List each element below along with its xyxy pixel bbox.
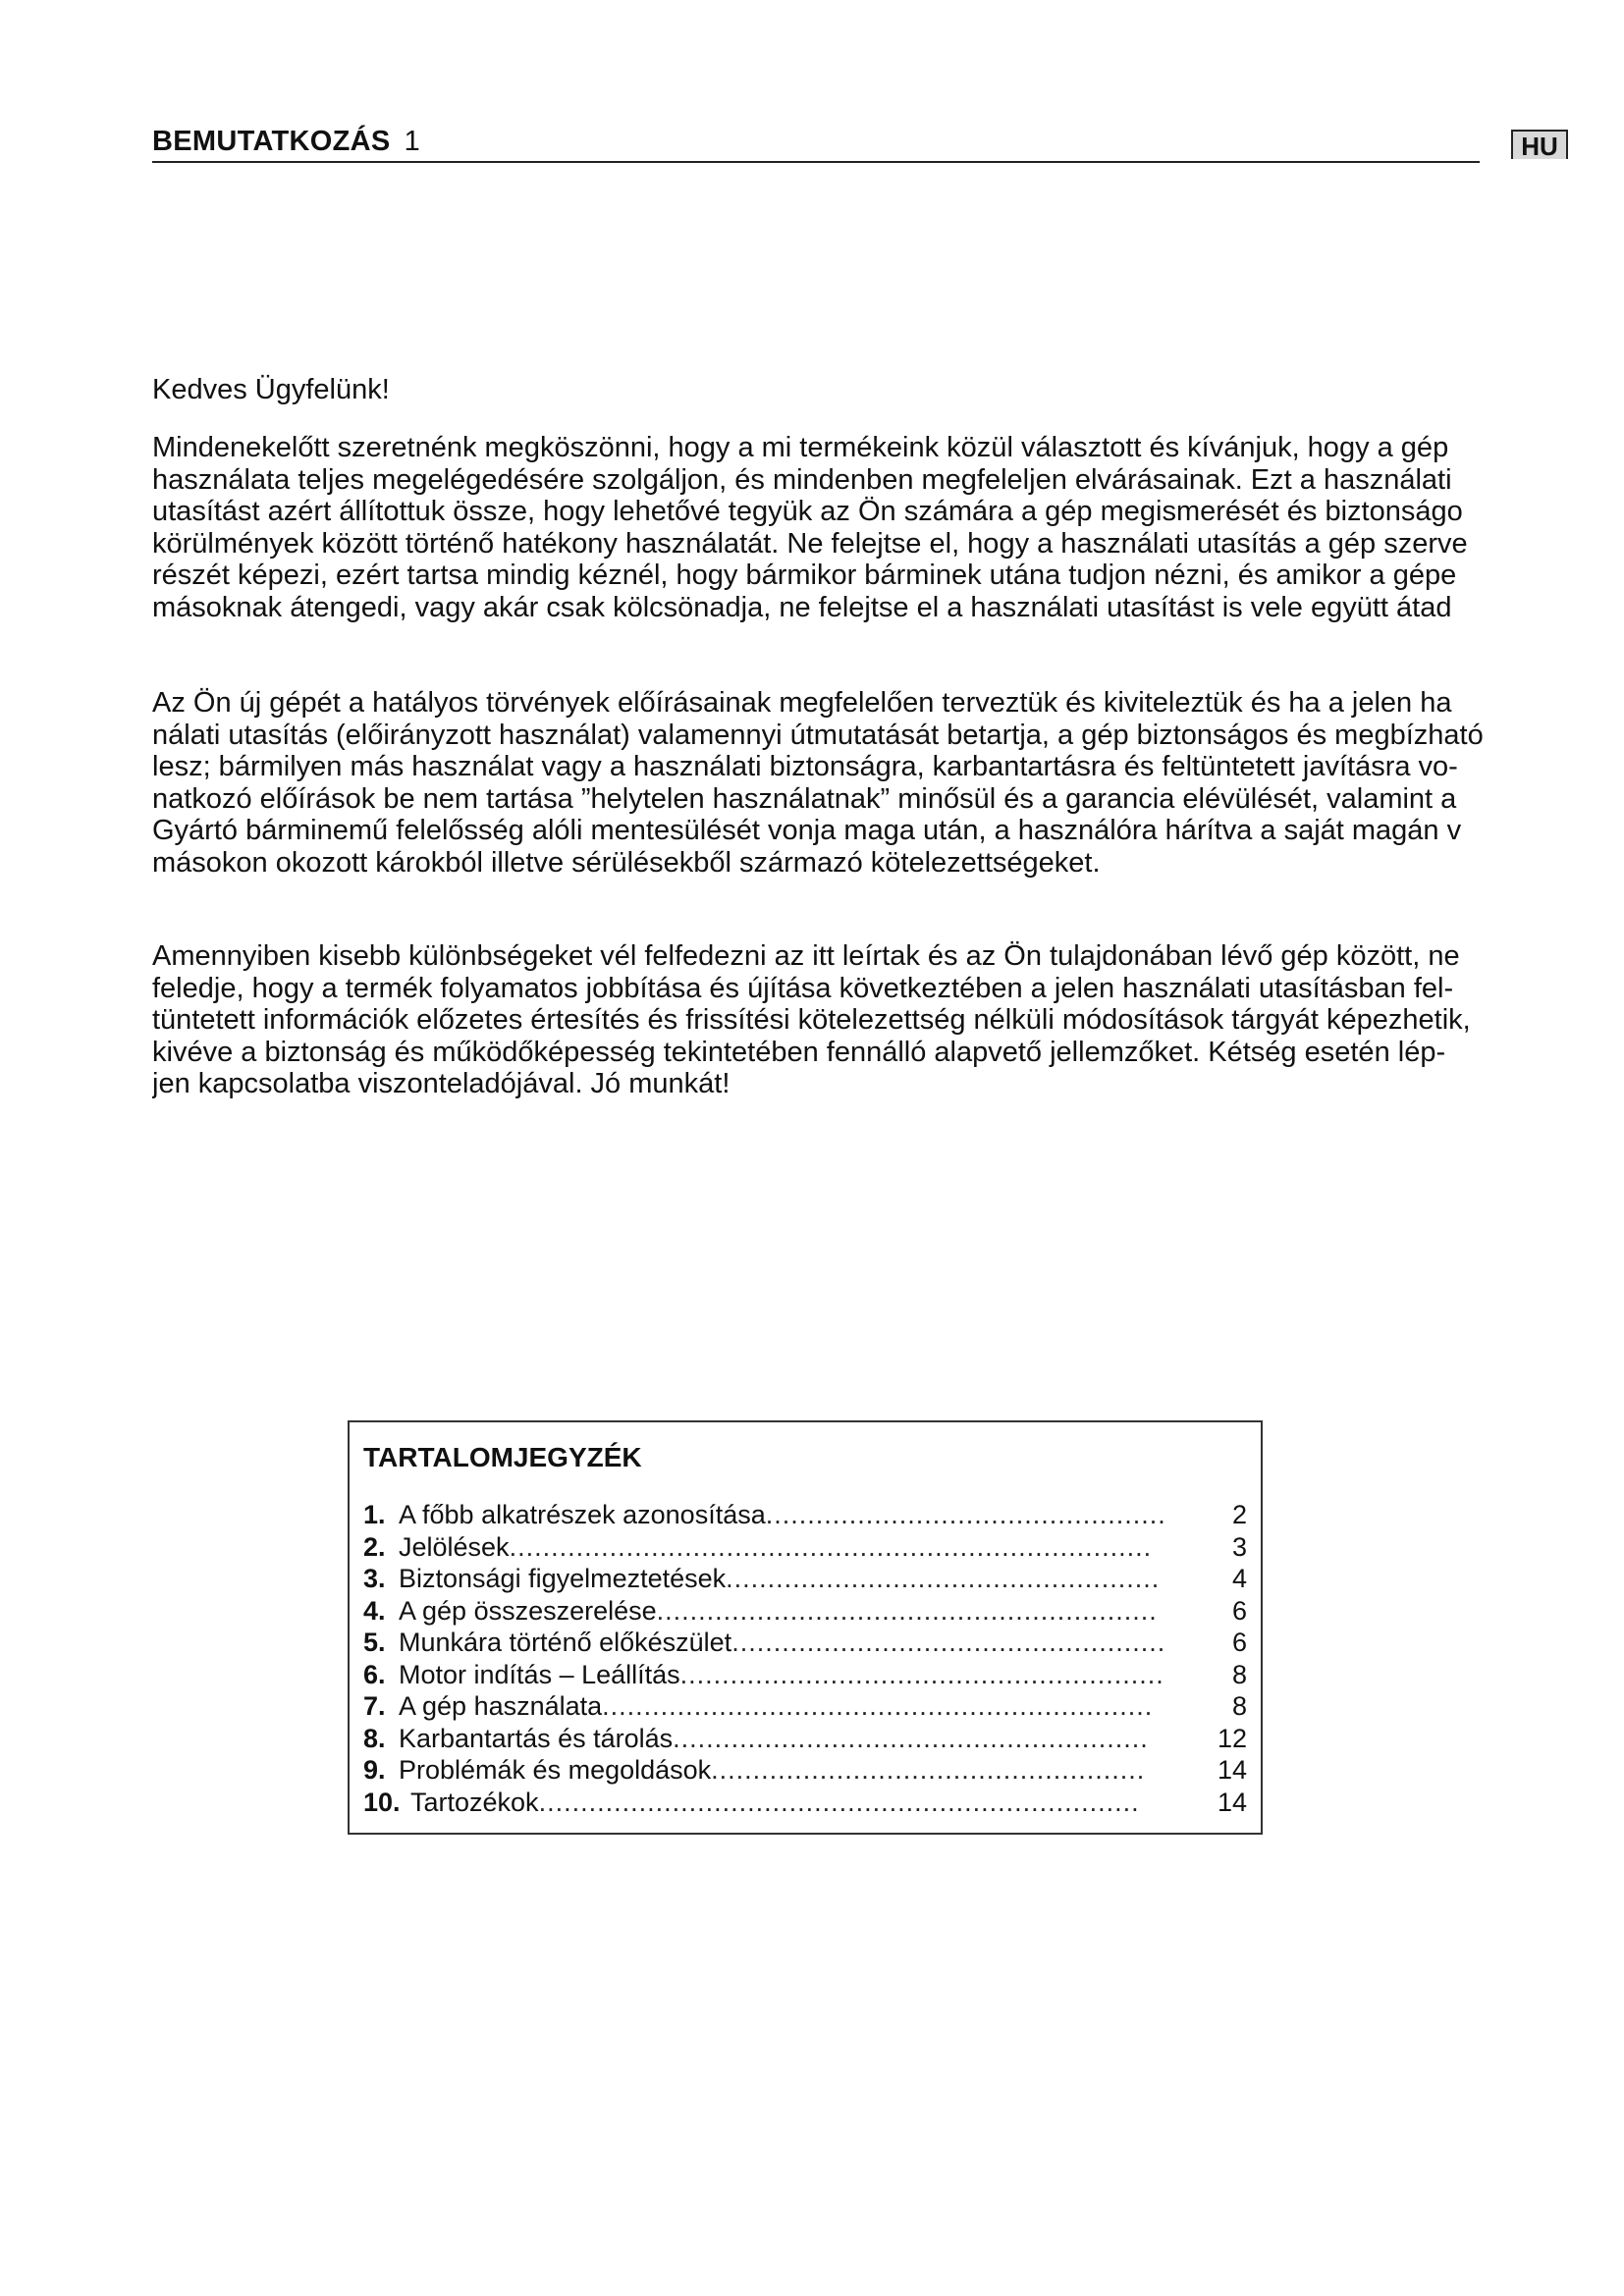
text-line: másoknak átengedi, vagy akár csak kölcsönadja, ne felejtse el a használati utasítást is vele együtt átad [152, 591, 1452, 623]
toc-item-page: 14 [1217, 1755, 1247, 1785]
toc-item-label: Problémák és megoldások [399, 1755, 712, 1785]
section-title-text: BEMUTATKOZÁS [152, 126, 391, 157]
text-line: másokon okozott károkból illetve sérülésekből származó kötelezettségeket. [152, 846, 1101, 879]
text-line: Az Ön új gépét a hatályos törvények előírásainak megfelelően terveztük és kiviteleztük és ha a jelen ha [152, 687, 1452, 719]
toc-item-label: Karbantartás és tárolás [399, 1723, 674, 1753]
toc-item-number: 2. [363, 1531, 386, 1562]
toc-item-page: 2 [1231, 1500, 1247, 1529]
toc-item[interactable] [363, 1531, 1247, 1564]
toc-leader-dots: .......................................................... [679, 1659, 1164, 1689]
toc-item[interactable] [363, 1754, 1247, 1787]
intro-paragraph-1 [152, 432, 1586, 623]
toc-item-number: 6. [363, 1659, 386, 1689]
greeting: Kedves Ügyfelünk! [152, 374, 390, 405]
toc-item-page: 6 [1231, 1628, 1247, 1657]
toc-item-number: 9. [363, 1755, 386, 1785]
toc-item-page: 14 [1217, 1787, 1247, 1817]
text-line: Mindenekelőtt szeretnénk megköszönni, hogy a mi termékeink közül választott és kívánjuk, hogy a gép [152, 432, 1449, 463]
toc-item[interactable] [363, 1627, 1247, 1659]
language-badge: HU [1511, 130, 1568, 159]
toc-item-number: 1. [363, 1500, 386, 1529]
toc-leader-dots: .................................................... [731, 1628, 1166, 1657]
toc-leader-dots: .................................................... [726, 1564, 1161, 1593]
toc-item[interactable] [363, 1659, 1247, 1691]
toc-item-page: 8 [1231, 1691, 1247, 1721]
text-line: nálati utasítás (előirányzott használat) valamennyi útmutatását betartja, a gép biztonságos és megbízható [152, 719, 1484, 751]
intro-paragraph-3 [152, 940, 1586, 1100]
toc-item-label: Biztonsági figyelmeztetések [399, 1564, 727, 1593]
toc-item[interactable] [363, 1563, 1247, 1595]
toc-item-number: 8. [363, 1723, 386, 1753]
toc-item-label: Tartozékok [410, 1787, 539, 1817]
toc-item-label: Jelölések [399, 1531, 510, 1562]
text-line: kivéve a biztonság és működőképesség tekintetében fennálló alapvető jellemzőket. Kétség esetén lép- [152, 1036, 1446, 1068]
toc-leader-dots: ................................................ [765, 1500, 1166, 1529]
text-line: tüntetett információk előzetes értesítés és frissítési kötelezettség nélküli módosítások tárgyát képezhetik, [152, 1004, 1471, 1036]
toc-leader-dots: ........................................................................ [538, 1787, 1140, 1817]
text-line: körülmények között történő hatékony használatát. Ne felejtse el, hogy a használati utasítás a gép szerve [152, 527, 1468, 560]
page-number: 1 [404, 126, 420, 157]
toc-item-label: A főbb alkatrészek azonosítása [399, 1500, 766, 1529]
page-header [152, 126, 1558, 163]
toc-item-label: A gép összeszerelése [399, 1595, 657, 1626]
text-line: Gyártó bárminemű felelősség alóli mentesülését vonja maga után, a használóra hárítva a saját magán v [152, 815, 1462, 846]
text-line: natkozó előírások be nem tartása ”helytelen használatnak” minősül és a garancia elévülését, valamint a [152, 782, 1457, 815]
toc-item-number: 5. [363, 1628, 386, 1657]
table-of-contents [348, 1420, 1263, 1835]
toc-item[interactable] [363, 1787, 1247, 1819]
toc-item[interactable] [363, 1723, 1247, 1755]
toc-leader-dots: .................................................................. [602, 1691, 1154, 1721]
toc-item[interactable] [363, 1690, 1247, 1723]
toc-item-number: 3. [363, 1564, 386, 1593]
toc-item-page: 12 [1217, 1723, 1247, 1753]
text-line: Amennyiben kisebb különbségeket vél felfedezni az itt leírtak és az Ön tulajdonában lévő gép között, ne [152, 940, 1460, 972]
text-line: használata teljes megelégedésére szolgáljon, és mindenben megfeleljen elvárásainak. Ezt a használati [152, 463, 1452, 496]
toc-item-label: Munkára történő előkészület [399, 1628, 732, 1657]
section-title [152, 126, 420, 157]
text-line: lesz; bármilyen más használat vagy a használati biztonságra, karbantartásra és feltüntetett javításra vo- [152, 751, 1458, 782]
toc-item-label: A gép használata [399, 1691, 603, 1721]
toc-item-page: 3 [1231, 1531, 1247, 1562]
toc-list [363, 1499, 1247, 1818]
toc-leader-dots: ......................................................... [673, 1723, 1149, 1753]
text-line: jen kapcsolatba viszonteladójával. Jó munkát! [152, 1068, 731, 1099]
toc-leader-dots: ............................................................................. [509, 1531, 1153, 1562]
toc-item-page: 4 [1231, 1564, 1247, 1593]
text-line: utasítást azért állítottuk össze, hogy lehetővé tegyük az Ön számára a gép megismerését és biztonságo [152, 496, 1463, 527]
toc-item-number: 7. [363, 1691, 386, 1721]
toc-title: TARTALOMJEGYZÉK [363, 1442, 642, 1472]
text-line: feledje, hogy a termék folyamatos jobbítása és újítása következtében a jelen használati utasításban fel- [152, 972, 1454, 1004]
toc-item-number: 4. [363, 1595, 386, 1626]
toc-leader-dots: ............................................................ [656, 1595, 1158, 1626]
intro-paragraph-2 [152, 687, 1586, 879]
toc-item-label: Motor indítás – Leállítás [399, 1659, 680, 1689]
toc-item[interactable] [363, 1595, 1247, 1628]
toc-item-page: 6 [1231, 1595, 1247, 1626]
toc-item[interactable] [363, 1499, 1247, 1531]
toc-item-number: 10. [363, 1787, 401, 1817]
toc-leader-dots: .................................................... [711, 1755, 1146, 1785]
text-line: részét képezi, ezért tartsa mindig kéznél, hogy bármikor bárminek utána tudjon nézni, és amikor a gépe [152, 560, 1457, 591]
toc-item-page: 8 [1231, 1659, 1247, 1689]
